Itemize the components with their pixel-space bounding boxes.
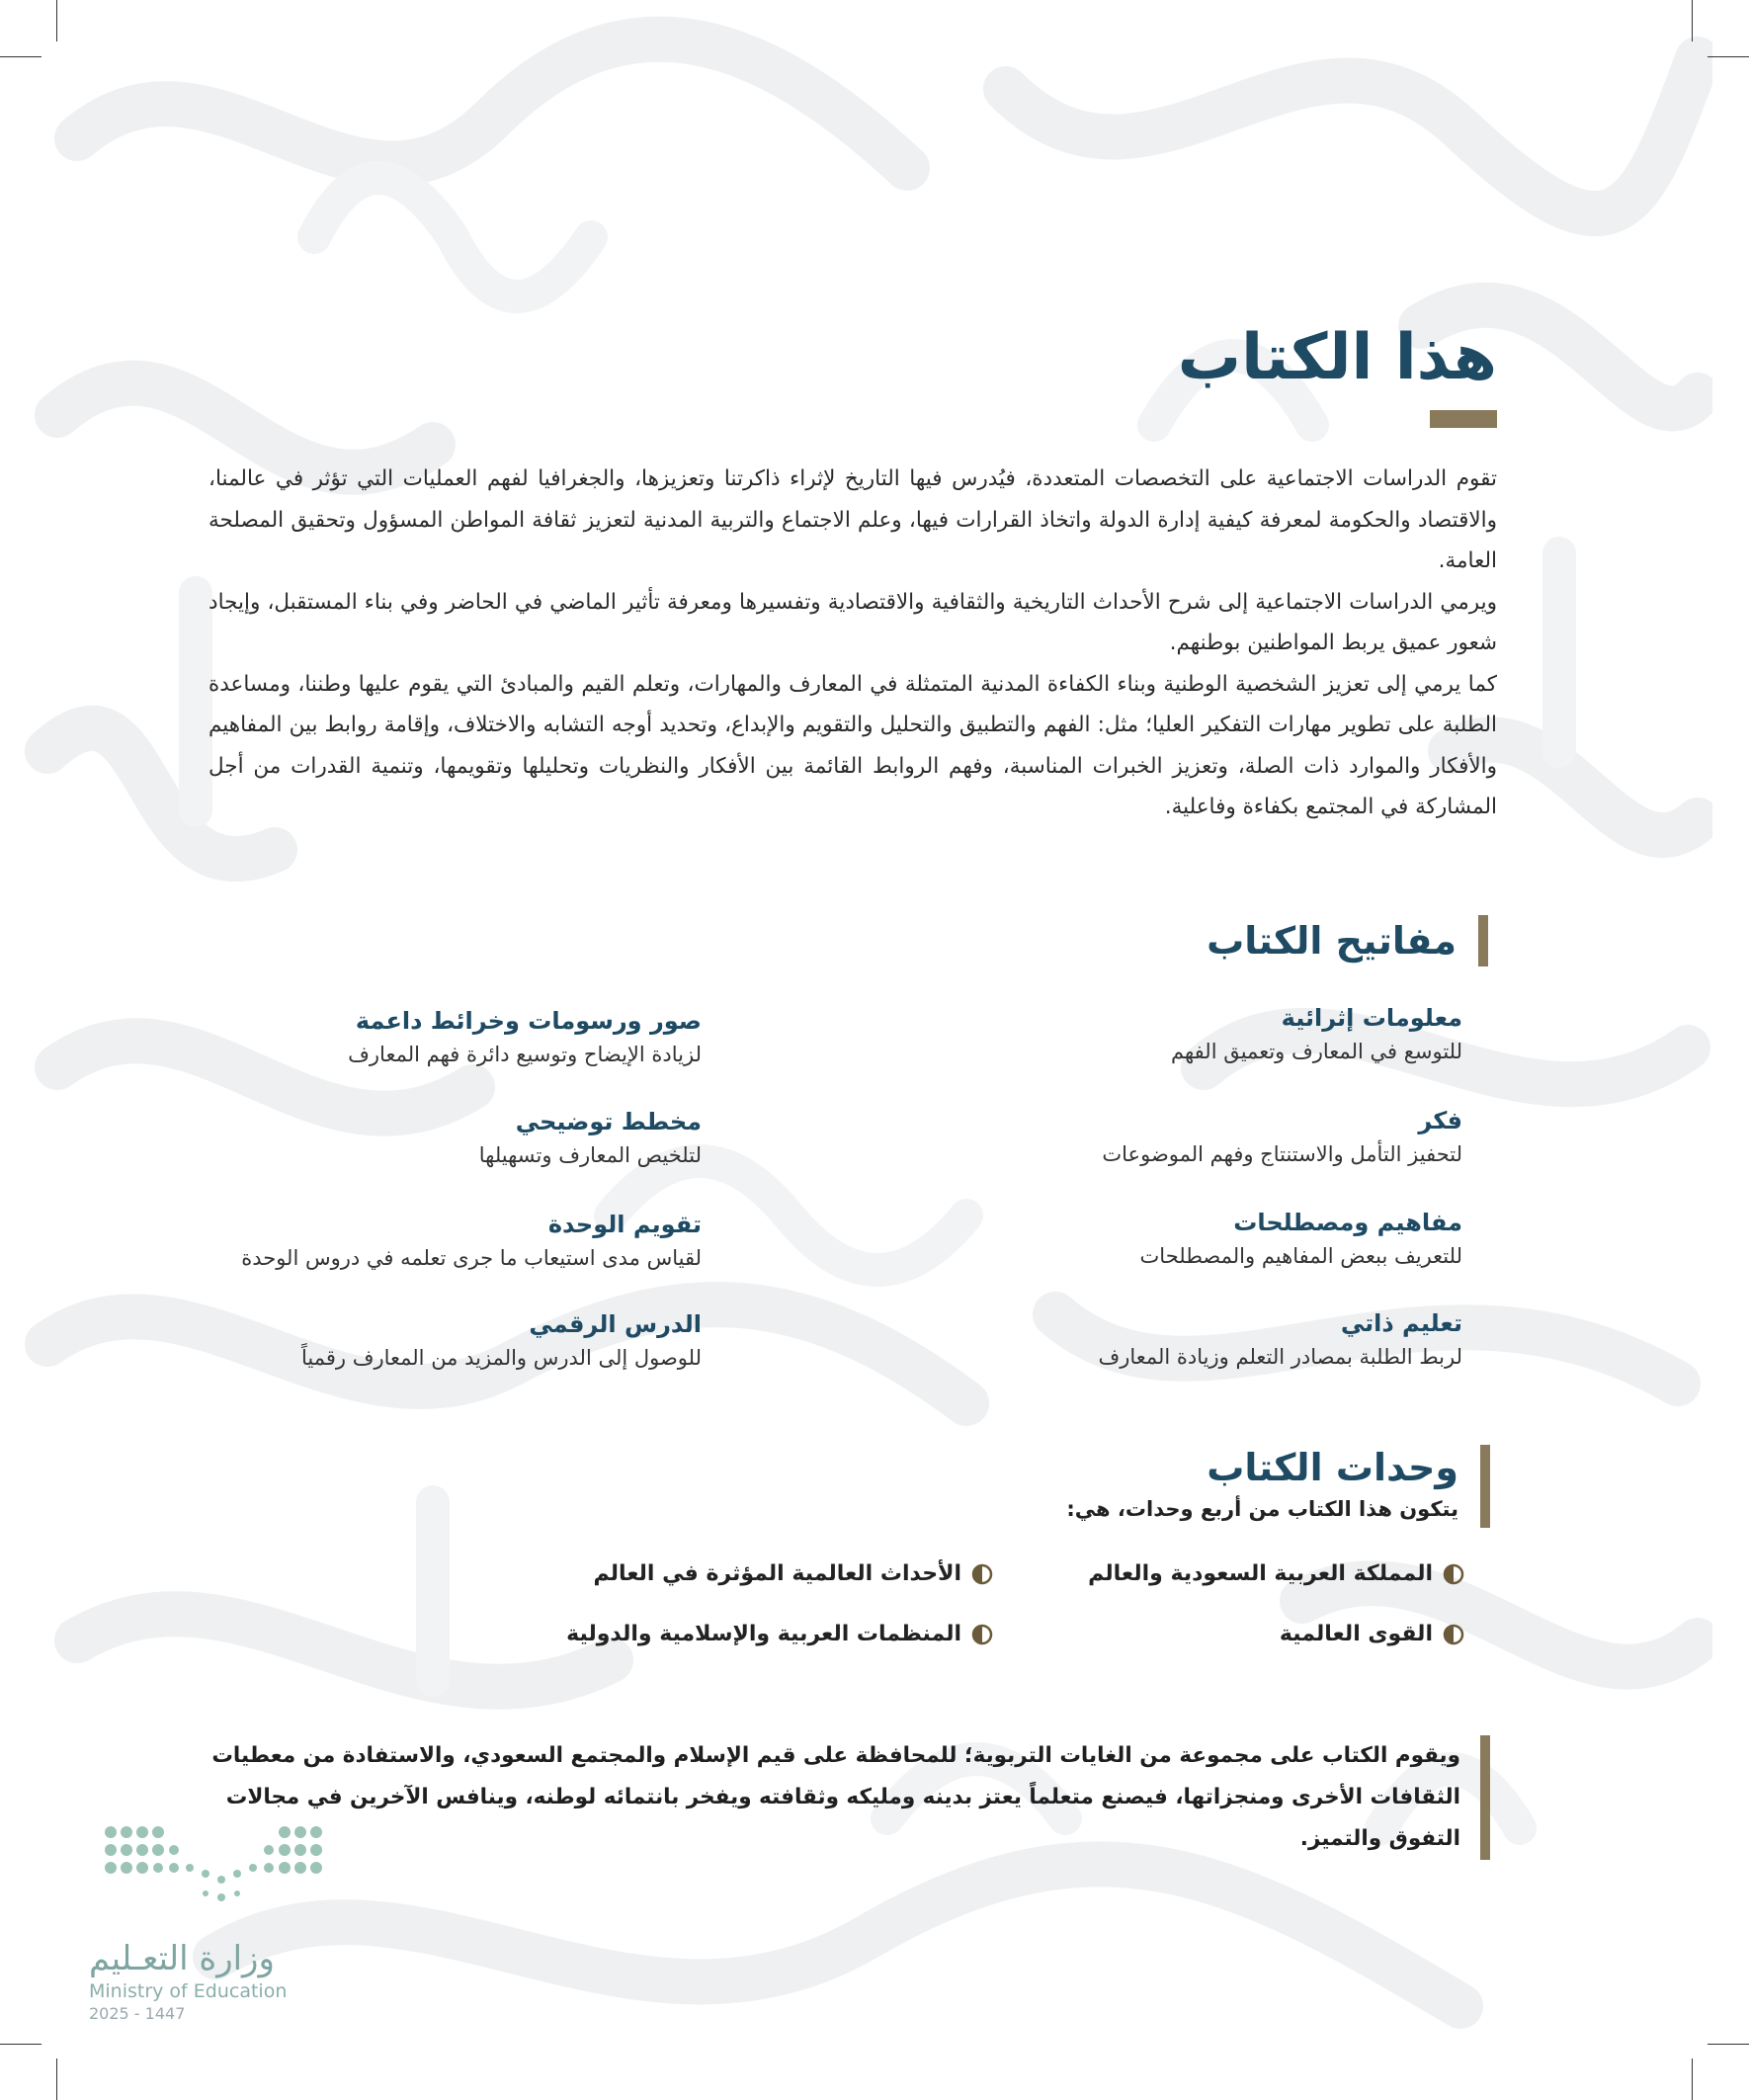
intro-paragraph: تقوم الدراسات الاجتماعية على التخصصات المتعددة، فيُدرس فيها التاريخ لإثراء ذاكرتنا وتعزيزها، والجغرافيا لفهم العمليات التي تؤثر في عالمنا، والاقتصاد والحكومة لمعرفة كيفية إدارة الدولة واتخاذ القرارات فيها، وعلم الاجتماع والتربية المدنية لتعزيز ثقافة المواطن المسؤول وتحقيق المصلحة العامة. xyxy=(208,466,1497,573)
key-title: تعليم ذاتي xyxy=(1340,1309,1462,1337)
key-item xyxy=(1171,1001,1462,1068)
crop-mark xyxy=(1707,2044,1749,2045)
key-description: للتوسع في المعارف وتعميق الفهم xyxy=(1171,1040,1462,1063)
key-item xyxy=(1098,1306,1462,1374)
units-subheading: يتكون هذا الكتاب من أربع وحدات، هي: xyxy=(1066,1490,1490,1528)
unit-label: الأحداث العالمية المؤثرة في العالم xyxy=(593,1561,961,1586)
ministry-dots-emblem xyxy=(99,1818,326,1917)
unit-label: المملكة العربية السعودية والعالم xyxy=(1088,1561,1433,1586)
crop-mark xyxy=(0,56,42,57)
unit-label: القوى العالمية xyxy=(1279,1622,1433,1646)
ministry-name-arabic: وزارة التعـليم xyxy=(89,1939,275,1978)
key-description: لتلخيص المعارف وتسهيلها xyxy=(478,1143,702,1167)
key-description: للوصول إلى الدرس والمزيد من المعارف رقمياً xyxy=(300,1346,702,1370)
key-title: مفاهيم ومصطلحات xyxy=(1233,1209,1462,1236)
intro-paragraph: ويرمي الدراسات الاجتماعية إلى شرح الأحداث التاريخية والثقافية والاقتصادية وتفسيرها ومعرفة تأثير الماضي في الحاضر وفي بناء المستقبل، وإيجاد شعور عميق يربط المواطنين بوطنهم. xyxy=(208,589,1497,655)
key-title: صور ورسومات وخرائط داعمة xyxy=(355,1007,702,1035)
unit-item xyxy=(1088,1561,1464,1586)
key-item xyxy=(348,1004,702,1071)
key-title: تقويم الوحدة xyxy=(547,1211,702,1238)
keys-heading: مفاتيح الكتاب xyxy=(1207,915,1488,966)
unit-item xyxy=(593,1561,993,1586)
ministry-name-english: Ministry of Education xyxy=(89,1980,288,2002)
units-heading: وحدات الكتاب xyxy=(1207,1445,1490,1490)
half-circle-bullet-icon xyxy=(1443,1624,1464,1645)
key-description: لزيادة الإيضاح وتوسيع دائرة فهم المعارف xyxy=(348,1043,702,1066)
intro-text xyxy=(208,459,1497,828)
key-title: مخطط توضيحي xyxy=(515,1108,702,1135)
page-title: هذا الكتاب xyxy=(1177,321,1497,394)
crop-mark xyxy=(1707,56,1749,57)
key-description: لربط الطلبة بمصادر التعلم وزيادة المعارف xyxy=(1098,1345,1462,1369)
unit-item xyxy=(1280,1622,1464,1646)
unit-label: المنظمات العربية والإسلامية والدولية xyxy=(566,1622,961,1646)
key-item xyxy=(1102,1104,1462,1171)
crop-mark xyxy=(56,0,57,42)
key-title: معلومات إثرائية xyxy=(1281,1004,1462,1032)
ministry-year: 2025 - 1447 xyxy=(89,2004,186,2023)
crop-mark xyxy=(1692,0,1693,42)
key-description: لتحفيز التأمل والاستنتاج وفهم الموضوعات xyxy=(1102,1142,1462,1166)
key-title: الدرس الرقمي xyxy=(529,1310,702,1338)
half-circle-bullet-icon xyxy=(1443,1563,1464,1585)
key-item xyxy=(1140,1206,1462,1273)
key-description: للتعريف ببعض المفاهيم والمصطلحات xyxy=(1139,1244,1462,1268)
crop-mark xyxy=(56,2058,57,2100)
closing-paragraph: ويقوم الكتاب على مجموعة من الغايات التربوية؛ للمحافظة على قيم الإسلام والمجتمع السعودي، والاستفادة من معطيات الثقافات الأخرى ومنجزاتها، فيصنع متعلماً يعتز بدينه ومليكه وثقافته ويفخر بانتمائه لوطنه، وينافس الآخرين في مجالات التفوق والتميز. xyxy=(210,1735,1490,1860)
title-accent-bar xyxy=(1430,410,1497,428)
unit-item xyxy=(566,1622,993,1646)
key-item xyxy=(301,1307,702,1375)
key-title: فكر xyxy=(1418,1107,1462,1134)
key-description: لقياس مدى استيعاب ما جرى تعلمه في دروس الوحدة xyxy=(241,1246,702,1270)
crop-mark xyxy=(0,2044,42,2045)
half-circle-bullet-icon xyxy=(971,1624,993,1645)
half-circle-bullet-icon xyxy=(971,1563,993,1585)
intro-paragraph: كما يرمي إلى تعزيز الشخصية الوطنية وبناء الكفاءة المدنية المتمثلة في المعارف والمهارات، وتعلم القيم والمبادئ التي يقوم عليها وطننا، ومساعدة الطلبة على تطوير مهارات التفكير العليا؛ مثل: الفهم والتطبيق والتحليل والتقويم والإبداع، وتحديد أوجه التشابه والاختلاف، وإقامة روابط بين المفاهيم والأفكار والموارد ذات الصلة، وتعزيز الخبرات المناسبة، وفهم الروابط القائمة بين الأفكار والنظريات وتحليلها وتقويمها، وتنمية القدرات من أجل المشاركة في المجتمع بكفاءة وفاعلية. xyxy=(208,671,1497,819)
key-item xyxy=(241,1208,702,1275)
key-item xyxy=(479,1105,702,1172)
crop-mark xyxy=(1692,2058,1693,2100)
ministry-logo xyxy=(89,1818,326,2023)
